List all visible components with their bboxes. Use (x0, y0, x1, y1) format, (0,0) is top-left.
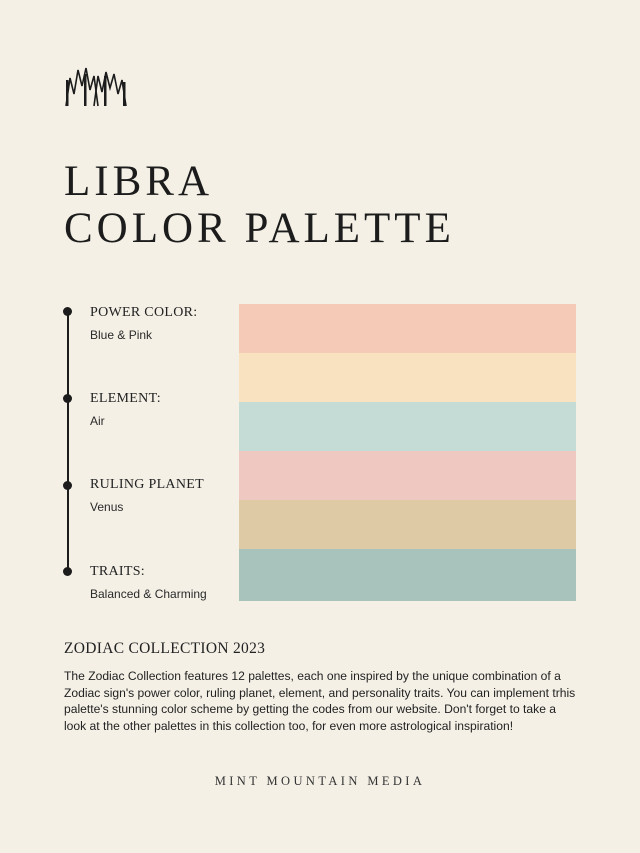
title-line-1: LIBRA (64, 158, 213, 205)
palette-swatch (239, 500, 576, 550)
timeline-line (67, 311, 69, 573)
element-value: Air (90, 414, 105, 428)
palette-swatch (239, 402, 576, 452)
traits-label: TRAITS: (90, 564, 145, 579)
brand-footer: MINT MOUNTAIN MEDIA (214, 774, 426, 788)
title-line-2: COLOR PALETTE (64, 205, 455, 252)
power-color-label: POWER COLOR: (90, 305, 198, 320)
traits-value: Balanced & Charming (90, 587, 207, 601)
page-title (64, 158, 455, 252)
collection-description: The Zodiac Collection features 12 palettes, each one inspired by the unique combination of a Zodiac sign's power color, ruling planet, element, and personality traits. You can implement trhis palette's stunning color scheme by getting the codes from our website. Don't forget to take a look at the other palettes in this collection too, for even more astrological inspiration! (64, 669, 576, 733)
ruling-planet-value: Venus (90, 500, 124, 514)
timeline-dot (63, 394, 72, 403)
timeline-dot (63, 307, 72, 316)
timeline-dot (63, 567, 72, 576)
ruling-planet-label: RULING PLANET (90, 477, 204, 492)
palette-swatch (239, 304, 576, 354)
palette-swatch (239, 353, 576, 403)
timeline-dot (63, 481, 72, 490)
power-color-value: Blue & Pink (90, 328, 153, 342)
collection-title: ZODIAC COLLECTION 2023 (64, 640, 266, 657)
mountain-monogram-icon (64, 64, 128, 108)
palette-swatch (239, 451, 576, 501)
palette-swatch (239, 549, 576, 601)
element-label: ELEMENT: (90, 391, 161, 406)
